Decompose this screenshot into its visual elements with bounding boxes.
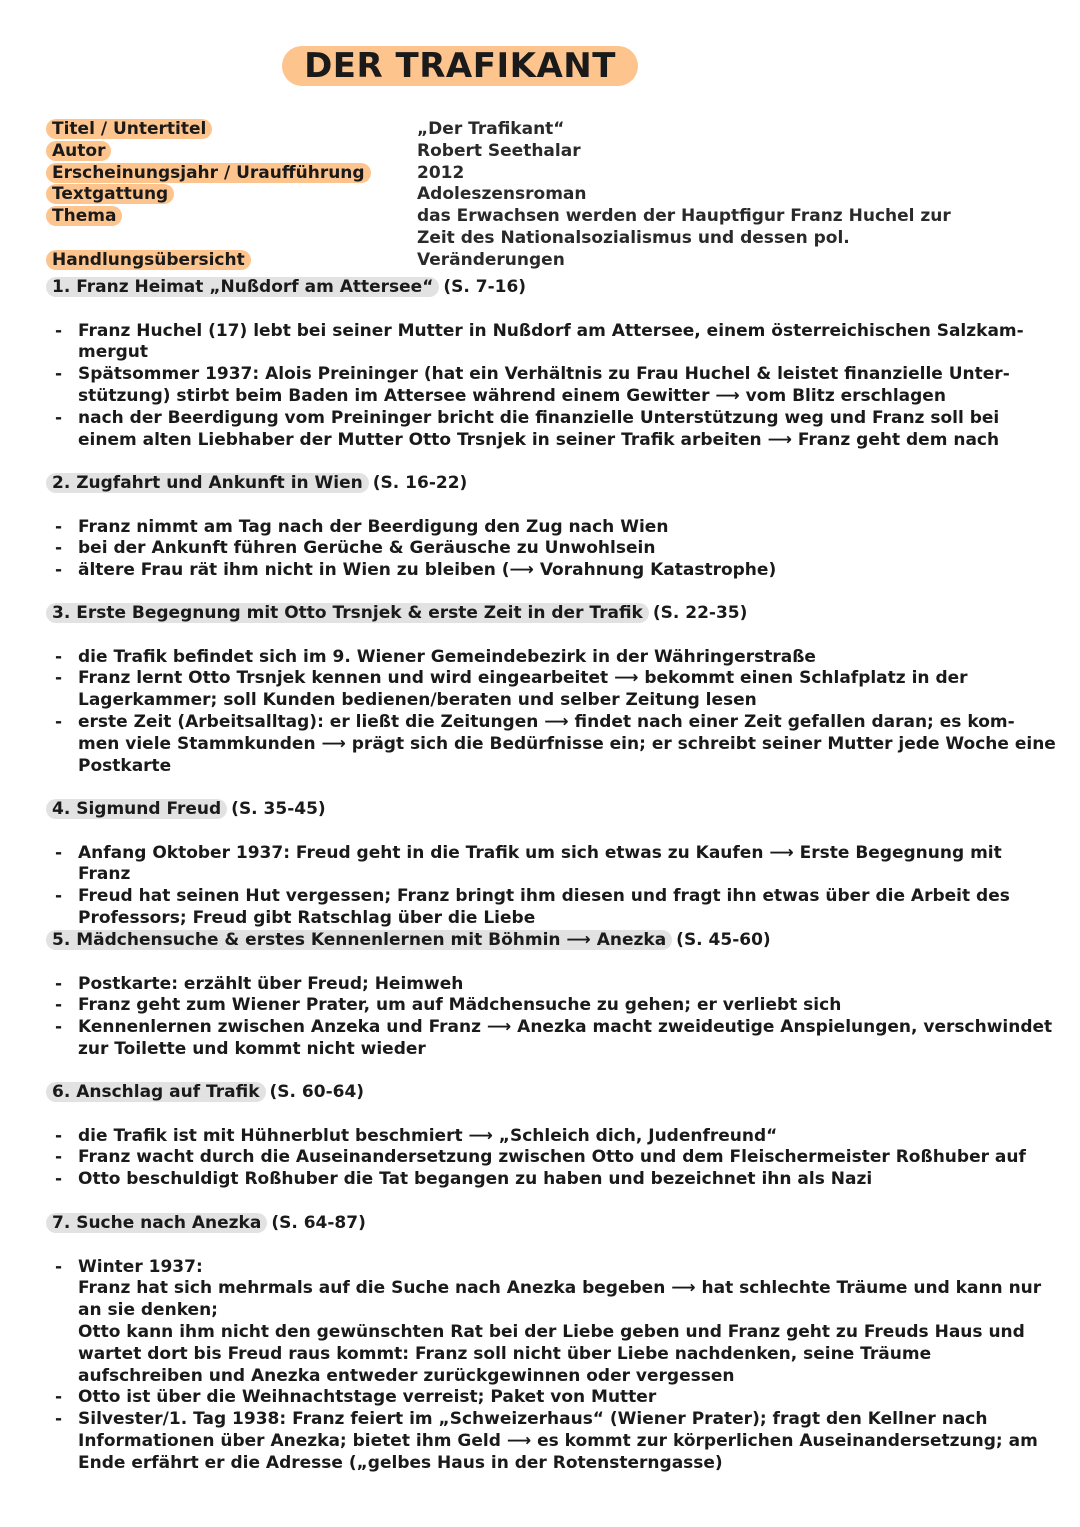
item-text: Postkarte: erzählt über Freud; Heimweh: [78, 973, 464, 994]
section-heading: [46, 603, 1066, 625]
meta-value-title: „Der Trafikant“: [417, 119, 565, 139]
item-text: Silvester/1. Tag 1938: Franz feiert im „Schweizerhaus“ (Wiener Prater); fragt den Kellner nach Informationen über Anezka; bietet ihm Geld ⟶ es kommt zur körperlichen Auseinandersetzung; am Ende erfährt er die Adresse („gelbes Haus in der Rotensterngasse): [78, 1409, 1038, 1473]
item-text: Otto beschuldigt Roßhuber die Tat begangen zu haben und bezeichnet ihn als Nazi: [78, 1169, 873, 1190]
section-title: 4. Sigmund Freud: [46, 799, 227, 819]
section-pages: (S. 16-22): [372, 473, 468, 493]
meta-label-author: Autor: [46, 141, 111, 161]
list-item: - Franz nimmt am Tag nach der Beerdigung den Zug nach Wien: [55, 516, 669, 537]
section-pages: (S. 22-35): [652, 603, 748, 623]
section-7: [46, 1213, 1066, 1475]
section-heading: [46, 473, 1066, 495]
section-heading: [46, 799, 1066, 821]
section-title: 2. Zugfahrt und Ankunft in Wien: [46, 473, 369, 493]
handlung-label: Handlungsübersicht: [46, 250, 251, 270]
meta-value-theme: das Erwachsen werden der Hauptfigur Franz Huchel zur Zeit des Nationalsozialismus und dessen pol. Veränderungen: [417, 206, 951, 270]
section-title: 6. Anschlag auf Trafik: [46, 1082, 266, 1102]
list-item: - erste Zeit (Arbeitsalltag): er ließt die Zeitungen ⟶ findet nach einer Zeit gefallen daran; es kom- men viele Stammkunden ⟶ prägt sich die Bedürfnisse ein; er schreibt seiner Mutter jede Woche eine Postkarte: [55, 711, 1056, 776]
section-6: [46, 1082, 1066, 1191]
item-text: Otto ist über die Weihnachtstage verreist; Paket von Mutter: [78, 1387, 657, 1408]
section-pages: (S. 35-45): [231, 799, 326, 819]
meta-row: [46, 119, 1046, 141]
section-pages: (S. 7-16): [443, 277, 527, 297]
section-4: [46, 799, 1066, 930]
meta-row: [46, 163, 1046, 185]
meta-label-genre: Textgattung: [46, 184, 174, 204]
section-title: 5. Mädchensuche & erstes Kennenlernen mit Böhmin ⟶ Anezka: [46, 930, 672, 950]
list-item: - Freud hat seinen Hut vergessen; Franz bringt ihm diesen und fragt ihn etwas über die Arbeit des Professors; Freud gibt Ratschlag über die Liebe: [55, 886, 1010, 928]
item-text: Freud hat seinen Hut vergessen; Franz bringt ihm diesen und fragt ihn etwas über die Arbeit des Professors; Freud gibt Ratschlag über die Liebe: [78, 886, 1010, 928]
section-title: 1. Franz Heimat „Nußdorf am Attersee“: [46, 277, 439, 297]
item-text: Franz geht zum Wiener Prater, um auf Mädchensuche zu gehen; er verliebt sich: [78, 995, 842, 1016]
item-text: Anfang Oktober 1937: Freud geht in die Trafik um sich etwas zu Kaufen ⟶ Erste Begegnung mit Franz: [78, 842, 1002, 885]
list-item: - Franz Huchel (17) lebt bei seiner Mutter in Nußdorf am Attersee, einem österreichischen Salzkam- mergut: [55, 320, 1024, 363]
section-pages: (S. 64-87): [271, 1213, 366, 1233]
item-text: Franz lernt Otto Trsnjek kennen und wird eingearbeitet ⟶ bekommt einen Schlafplatz in der Lagerkammer; soll Kunden bedienen/beraten und selber Zeitung lesen: [78, 668, 968, 711]
section-title: 3. Erste Begegnung mit Otto Trsnjek & erste Zeit in der Trafik: [46, 603, 649, 623]
section-pages: (S. 45-60): [676, 930, 771, 950]
section-heading: [46, 1213, 1066, 1235]
item-text: Spätsommer 1937: Alois Preininger (hat ein Verhältnis zu Frau Huchel & leistet finanzielle Unter- stützung) stirbt beim Baden im Attersee während einem Gewitter ⟶ vom Blitz erschlagen: [78, 364, 1010, 406]
item-text: die Trafik ist mit Hühnerblut beschmiert ⟶ „Schleich dich, Judenfreund“: [78, 1125, 778, 1146]
section-pages: (S. 60-64): [269, 1082, 365, 1102]
list-item: - Franz lernt Otto Trsnjek kennen und wird eingearbeitet ⟶ bekommt einen Schlafplatz in der Lagerkammer; soll Kunden bedienen/beraten und selber Zeitung lesen: [55, 668, 968, 711]
meta-label-theme: Thema: [46, 206, 122, 226]
meta-table: [46, 119, 1046, 272]
title-area: [0, 46, 920, 86]
list-item: - bei der Ankunft führen Gerüche & Geräusche zu Unwohlsein: [55, 538, 656, 559]
item-text: Winter 1937: Franz hat sich mehrmals auf die Suche nach Anezka begeben ⟶ hat schlechte Träume und kann nur an sie denken; Otto kann ihm nicht den gewünschten Rat bei der Liebe geben und Franz geht zu Freuds Haus und wartet dort bis Freud raus kommt: Franz soll nicht über Liebe nachdenken, seine Träume aufschreiben und Anezka entweder zurückgewinnen oder vergessen: [78, 1256, 1042, 1386]
list-item: - Winter 1937: Franz hat sich mehrmals auf die Suche nach Anezka begeben ⟶ hat schlechte Träume und kann nur an sie denken; Otto kann ihm nicht den gewünschten Rat bei der Liebe geben und Franz geht zu Freuds Haus und wartet dort bis Freud raus kommt: Franz soll nicht über Liebe nachdenken, seine Träume aufschreiben und Anezka entweder zurückgewinnen oder vergessen: [55, 1256, 1042, 1386]
list-item: - Kennenlernen zwischen Anzeka und Franz ⟶ Anezka macht zweideutige Anspielungen, verschwindet zur Toilette und kommt nicht wieder: [55, 1017, 1053, 1059]
item-text: ältere Frau rät ihm nicht in Wien zu bleiben (⟶ Vorahnung Katastrophe): [78, 560, 777, 581]
item-text: Kennenlernen zwischen Anzeka und Franz ⟶ Anezka macht zweideutige Anspielungen, verschwindet zur Toilette und kommt nicht wieder: [78, 1017, 1053, 1059]
section-heading: [46, 930, 1066, 952]
list-item: - die Trafik ist mit Hühnerblut beschmiert ⟶ „Schleich dich, Judenfreund“: [55, 1125, 778, 1146]
list-item: - Spätsommer 1937: Alois Preininger (hat ein Verhältnis zu Frau Huchel & leistet finanzielle Unter- stützung) stirbt beim Baden im Attersee während einem Gewitter ⟶ vom Blitz erschlagen: [55, 364, 1010, 406]
meta-row: [46, 184, 1046, 206]
list-item: - Otto beschuldigt Roßhuber die Tat begangen zu haben und bezeichnet ihn als Nazi: [55, 1169, 873, 1190]
meta-value-year: 2012: [417, 162, 465, 183]
list-item: - nach der Beerdigung vom Preininger bricht die finanzielle Unterstützung weg und Franz soll bei einem alten Liebhaber der Mutter Otto Trsnjek in seiner Trafik arbeiten ⟶ Franz geht dem nach: [55, 407, 1000, 450]
item-text: nach der Beerdigung vom Preininger bricht die finanzielle Unterstützung weg und Franz soll bei einem alten Liebhaber der Mutter Otto Trsnjek in seiner Trafik arbeiten ⟶ Franz geht dem nach: [78, 407, 1000, 450]
list-item: - Franz wacht durch die Auseinandersetzung zwischen Otto und dem Fleischermeister Roßhuber auf: [55, 1147, 1026, 1168]
section-3: [46, 603, 1066, 777]
list-item: - Postkarte: erzählt über Freud; Heimweh: [55, 973, 464, 994]
item-text: Franz Huchel (17) lebt bei seiner Mutter in Nußdorf am Attersee, einem österreichischen Salzkam- mergut: [78, 320, 1024, 363]
section-title: 7. Suche nach Anezka: [46, 1213, 267, 1233]
section-1: [46, 277, 1066, 451]
list-item: - ältere Frau rät ihm nicht in Wien zu bleiben (⟶ Vorahnung Katastrophe): [55, 560, 777, 581]
section-5: [46, 930, 1066, 1061]
item-text: Franz wacht durch die Auseinandersetzung zwischen Otto und dem Fleischermeister Roßhuber auf: [78, 1147, 1026, 1168]
section-heading: [46, 1082, 1066, 1104]
list-item: - Franz geht zum Wiener Prater, um auf Mädchensuche zu gehen; er verliebt sich: [55, 995, 842, 1016]
handlung-heading: [46, 250, 251, 271]
meta-row: [46, 141, 1046, 163]
meta-label-title: Titel / Untertitel: [46, 119, 212, 139]
meta-value-author: Robert Seethalar: [417, 140, 581, 161]
item-text: erste Zeit (Arbeitsalltag): er ließt die Zeitungen ⟶ findet nach einer Zeit gefallen daran; es kom- men viele Stammkunden ⟶ prägt sich die Bedürfnisse ein; er schreibt seiner Mutter jede Woche eine Postkarte: [78, 711, 1056, 776]
list-item: - die Trafik befindet sich im 9. Wiener Gemeindebezirk in der Währingerstraße: [55, 646, 816, 667]
item-text: die Trafik befindet sich im 9. Wiener Gemeindebezirk in der Währingerstraße: [78, 646, 816, 667]
section-2: [46, 473, 1066, 582]
list-item: - Silvester/1. Tag 1938: Franz feiert im „Schweizerhaus“ (Wiener Prater); fragt den Kellner nach Informationen über Anezka; bietet ihm Geld ⟶ es kommt zur körperlichen Auseinandersetzung; am Ende erfährt er die Adresse („gelbes Haus in der Rotensterngasse): [55, 1409, 1038, 1473]
list-item: - Anfang Oktober 1937: Freud geht in die Trafik um sich etwas zu Kaufen ⟶ Erste Begegnung mit Franz: [55, 842, 1002, 885]
meta-value-genre: Adoleszensroman: [417, 184, 587, 205]
item-text: bei der Ankunft führen Gerüche & Geräusche zu Unwohlsein: [78, 538, 656, 559]
meta-label-year: Erscheinungsjahr / Uraufführung: [46, 163, 371, 183]
page-title: DER TRAFIKANT: [282, 46, 638, 86]
list-item: - Otto ist über die Weihnachtstage verreist; Paket von Mutter: [55, 1387, 657, 1408]
item-text: Franz nimmt am Tag nach der Beerdigung den Zug nach Wien: [78, 516, 669, 537]
section-heading: [46, 277, 1066, 299]
